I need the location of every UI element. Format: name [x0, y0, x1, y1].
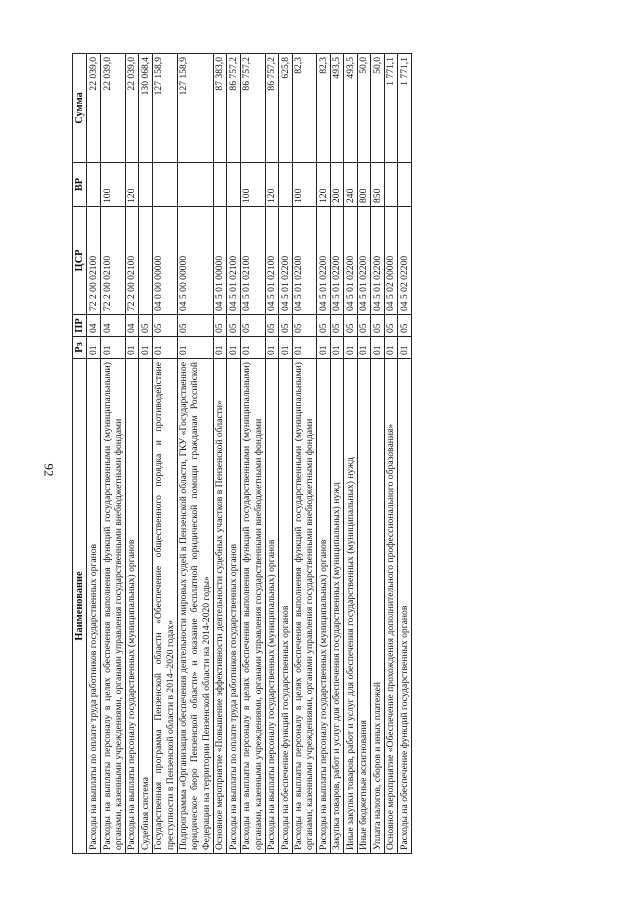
row-name: Судебная система — [139, 359, 153, 854]
row-csr: 04 5 01 02100 — [265, 207, 279, 315]
row-rz: 01 — [279, 337, 293, 359]
table-row — [125, 54, 139, 854]
row-sum: 86 757,2 — [240, 54, 265, 163]
row-name: Расходы на выплаты по оплате труда работников государственных органов — [87, 359, 101, 854]
budget-table — [72, 53, 412, 854]
row-name: Основное мероприятие «Обеспечение прохождения дополнительного профессионального образования» — [384, 359, 398, 854]
table-row — [87, 54, 101, 854]
row-pr: 05 — [139, 315, 153, 337]
row-vr: 800 — [357, 163, 371, 207]
row-name: Иные закупки товаров, работ и услуг для обеспечения государственных (муниципальных) нужд — [344, 359, 358, 854]
row-rz: 01 — [344, 337, 358, 359]
row-vr: 100 — [292, 163, 317, 207]
header-csr: ЦСР — [73, 207, 87, 315]
row-rz: 01 — [357, 337, 371, 359]
table-header-row — [73, 54, 87, 854]
row-rz: 01 — [371, 337, 385, 359]
row-vr — [87, 163, 101, 207]
row-pr: 05 — [240, 315, 265, 337]
row-pr: 05 — [279, 315, 293, 337]
row-csr: 04 5 02 02200 — [398, 207, 412, 315]
row-pr: 05 — [384, 315, 398, 337]
row-pr: 04 — [125, 315, 139, 337]
row-vr — [279, 163, 293, 207]
table-row — [317, 54, 331, 854]
row-csr: 72 2 00 02100 — [87, 207, 101, 315]
row-sum: 82,3 — [317, 54, 331, 163]
row-pr: 04 — [87, 315, 101, 337]
row-sum: 493,5 — [330, 54, 344, 163]
table-row — [139, 54, 153, 854]
row-name: Государственная программа Пензенской области «Обеспечение общественного порядка и противодействие преступности в Пензенской области в 2014–2020 годах» — [152, 359, 177, 854]
row-sum: 82,3 — [292, 54, 317, 163]
row-pr: 05 — [357, 315, 371, 337]
header-rz: Рз — [73, 337, 87, 359]
table-row — [330, 54, 344, 854]
row-rz: 01 — [139, 337, 153, 359]
row-vr: 120 — [125, 163, 139, 207]
row-rz: 01 — [177, 337, 213, 359]
row-csr: 04 5 01 02200 — [344, 207, 358, 315]
row-name: Расходы на выплаты персоналу государственных (муниципальных) органов — [265, 359, 279, 854]
row-pr: 04 — [100, 315, 125, 337]
row-csr: 04 5 01 02200 — [279, 207, 293, 315]
row-pr: 05 — [177, 315, 213, 337]
header-name: Наименование — [73, 359, 87, 854]
header-sum: Сумма — [73, 54, 87, 163]
table-row — [398, 54, 412, 854]
row-pr: 05 — [152, 315, 177, 337]
table-row — [213, 54, 227, 854]
row-rz: 01 — [152, 337, 177, 359]
row-csr: 04 5 01 02200 — [317, 207, 331, 315]
row-name: Иные бюджетные ассигнования — [357, 359, 371, 854]
row-vr: 120 — [265, 163, 279, 207]
row-pr: 05 — [330, 315, 344, 337]
row-rz: 01 — [292, 337, 317, 359]
row-name: Расходы на выплаты персоналу в целях обеспечения выполнения функций государственными (муниципальными) органами, казенными учреждениями, органами управления государственными внебюджетными фондами — [292, 359, 317, 854]
row-vr: 850 — [371, 163, 385, 207]
table-row — [152, 54, 177, 854]
row-vr — [227, 163, 241, 207]
row-vr: 200 — [330, 163, 344, 207]
row-sum: 127 158,9 — [152, 54, 177, 163]
row-sum: 22 039,0 — [87, 54, 101, 163]
row-sum: 493,5 — [344, 54, 358, 163]
row-sum: 1 771,1 — [384, 54, 398, 163]
row-pr: 05 — [265, 315, 279, 337]
row-name: Расходы на выплаты персоналу государственных (муниципальных) органов — [125, 359, 139, 854]
row-sum: 22 039,0 — [100, 54, 125, 163]
row-vr: 240 — [344, 163, 358, 207]
table-row — [357, 54, 371, 854]
row-vr — [213, 163, 227, 207]
row-vr: 100 — [240, 163, 265, 207]
row-csr — [139, 207, 153, 315]
row-csr: 04 5 02 00000 — [384, 207, 398, 315]
row-pr: 05 — [344, 315, 358, 337]
row-sum: 86 757,2 — [227, 54, 241, 163]
row-name: Основное мероприятие «Повышение эффективности деятельности судебных участков в Пензенской области» — [213, 359, 227, 854]
row-csr: 04 5 01 02200 — [357, 207, 371, 315]
row-sum: 127 158,9 — [177, 54, 213, 163]
row-pr: 05 — [317, 315, 331, 337]
row-csr: 72 2 00 02100 — [100, 207, 125, 315]
row-name: Уплата налогов, сборов и иных платежей — [371, 359, 385, 854]
row-name: Расходы на выплаты персоналу в целях обеспечения выполнения функций государственными (муниципальными) органами, казенными учреждениями, органами управления государственными внебюджетными фондами — [100, 359, 125, 854]
row-rz: 01 — [227, 337, 241, 359]
row-sum: 130 068,4 — [139, 54, 153, 163]
row-rz: 01 — [100, 337, 125, 359]
table-row — [371, 54, 385, 854]
row-vr — [177, 163, 213, 207]
row-name: Закупка товаров, работ и услуг для обеспечения государственных (муниципальных) нужд — [330, 359, 344, 854]
row-pr: 05 — [292, 315, 317, 337]
table-row — [292, 54, 317, 854]
row-rz: 01 — [384, 337, 398, 359]
row-rz: 01 — [240, 337, 265, 359]
row-vr — [398, 163, 412, 207]
row-vr: 100 — [100, 163, 125, 207]
row-sum: 1 771,1 — [398, 54, 412, 163]
table-row — [384, 54, 398, 854]
row-csr: 04 5 01 02200 — [292, 207, 317, 315]
row-name: Расходы на обеспечение функций государственных органов — [279, 359, 293, 854]
row-sum: 86 757,2 — [265, 54, 279, 163]
row-pr: 05 — [398, 315, 412, 337]
table-row — [240, 54, 265, 854]
row-csr: 04 0 00 00000 — [152, 207, 177, 315]
row-rz: 01 — [87, 337, 101, 359]
row-vr — [152, 163, 177, 207]
row-pr: 05 — [371, 315, 385, 337]
row-csr: 04 5 01 00000 — [213, 207, 227, 315]
row-rz: 01 — [125, 337, 139, 359]
page-number: 92 — [41, 463, 57, 477]
row-rz: 01 — [398, 337, 412, 359]
row-sum: 50,0 — [357, 54, 371, 163]
row-name: Расходы на выплаты персоналу в целях обеспечения выполнения функций государственными (муниципальными) органами, казенными учреждениями, органами управления государственными внебюджетными фондами — [240, 359, 265, 854]
row-vr — [384, 163, 398, 207]
row-csr: 72 2 00 02100 — [125, 207, 139, 315]
row-name: Расходы на выплаты персоналу государственных (муниципальных) органов — [317, 359, 331, 854]
row-rz: 01 — [330, 337, 344, 359]
row-sum: 87 383,0 — [213, 54, 227, 163]
row-pr: 05 — [213, 315, 227, 337]
row-csr: 04 5 01 02200 — [330, 207, 344, 315]
row-name: Расходы на выплаты по оплате труда работников государственных органов — [227, 359, 241, 854]
row-name: Расходы на обеспечение функций государственных органов — [398, 359, 412, 854]
table-row — [279, 54, 293, 854]
row-pr: 05 — [227, 315, 241, 337]
row-vr — [139, 163, 153, 207]
row-csr: 04 5 01 02200 — [371, 207, 385, 315]
table-row — [344, 54, 358, 854]
header-pr: ПР — [73, 315, 87, 337]
row-vr: 120 — [317, 163, 331, 207]
row-rz: 01 — [213, 337, 227, 359]
row-sum: 22 039,0 — [125, 54, 139, 163]
table-row — [227, 54, 241, 854]
row-rz: 01 — [265, 337, 279, 359]
row-sum: 625,8 — [279, 54, 293, 163]
header-vr: ВР — [73, 163, 87, 207]
row-csr: 04 5 01 02100 — [227, 207, 241, 315]
table-row — [265, 54, 279, 854]
row-rz: 01 — [317, 337, 331, 359]
row-csr: 04 5 01 02100 — [240, 207, 265, 315]
row-name: Подпрограмма «Организация обеспечения деятельности мировых судей в Пензенской области, ГКУ «Государственное юридическое бюро Пензенской области» и оказание бесплатной юридической помощи гражданам Российской Федерации на территории Пензенской области на 2014-2020 годы» — [177, 359, 213, 854]
table-row — [100, 54, 125, 854]
table-row — [177, 54, 213, 854]
row-sum: 50,0 — [371, 54, 385, 163]
rotated-page — [72, 54, 594, 854]
row-csr: 04 5 00 00000 — [177, 207, 213, 315]
